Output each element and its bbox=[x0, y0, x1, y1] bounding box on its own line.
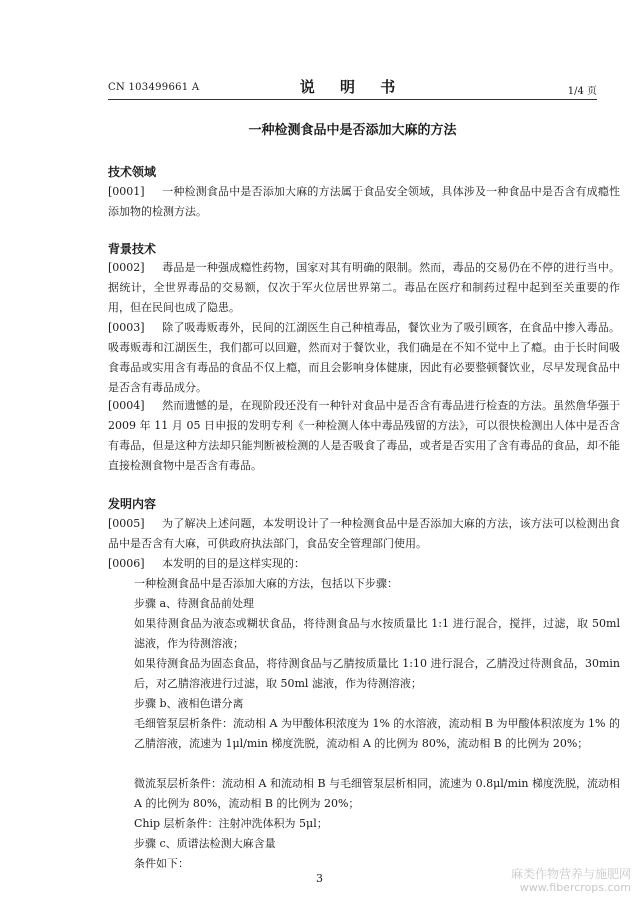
page-header bbox=[108, 76, 597, 98]
document-type: 说 明 书 bbox=[299, 78, 406, 96]
paragraph-id: [0004] bbox=[108, 399, 145, 412]
paragraph-text: 一种检测食品中是否添加大麻的方法属于食品安全领域，具体涉及一种食品中是否含有成瘾性添加物的检测方法。 bbox=[108, 185, 620, 218]
paragraph-0004 bbox=[108, 396, 620, 476]
page-number: 3 bbox=[316, 872, 323, 885]
paragraph-0006 bbox=[108, 554, 620, 574]
steps-intro: 一种检测食品中是否添加大麻的方法，包括以下步骤： bbox=[134, 577, 398, 590]
paragraph-0002 bbox=[108, 258, 620, 318]
step-c-conditions: 条件如下： bbox=[134, 857, 189, 870]
watermark-url: www.fibercrops.com bbox=[519, 881, 631, 894]
step-b-capillary-conditions: 毛细管泵层析条件：流动相 A 为甲酸体积浓度为 1% 的水溶液，流动相 B 为甲酸体积浓度为 1% 的乙腈溶液，流速为 1μl/min 梯度洗脱，流动相 A 的比例为 80%，流动相 B 的比例为 20%； bbox=[134, 717, 620, 750]
paragraph-text: 为了解决上述问题，本发明设计了一种检测食品中是否添加大麻的方法，该方法可以检测出食品中是否含有大麻，可供政府执法部门，食品安全管理部门使用。 bbox=[108, 517, 620, 550]
paragraph-0003 bbox=[108, 318, 620, 398]
paragraph-id: [0003] bbox=[108, 321, 145, 334]
step-c-heading: 步骤 c、质谱法检测大麻含量 bbox=[134, 837, 276, 850]
step-a-liquid-food: 如果待测食品为液态或糊状食品，将待测食品与水按质量比 1:1 进行混合，搅拌，过滤，取 50ml 滤液，作为待测溶液； bbox=[134, 617, 620, 650]
paragraph-id: [0005] bbox=[108, 517, 145, 530]
header-divider bbox=[108, 99, 597, 100]
paragraph-0005 bbox=[108, 514, 620, 554]
step-b-microflow-conditions: 微流泵层析条件：流动相 A 和流动相 B 与毛细管泵层析相同，流速为 0.8μl/min 梯度洗脱，流动相 A 的比例为 80%，流动相 B 的比例为 20%； bbox=[134, 777, 620, 810]
paragraph-text: 毒品是一种强成瘾性药物，国家对其有明确的限制。然而，毒品的交易仍在不停的进行当中。据统计，全世界毒品的交易额，仅次于军火位居世界第二。毒品在医疗和制药过程中起到至关重要的作用，但在民间也成了隐患。 bbox=[108, 261, 620, 314]
step-b-heading: 步骤 b、液相色谱分离 bbox=[134, 697, 244, 710]
step-a-solid-food: 如果待测食品为固态食品，将待测食品与乙腈按质量比 1:10 进行混合，乙腈没过待测食品，30min 后，对乙腈溶液进行过滤，取 50ml 滤液，作为待测溶液； bbox=[134, 657, 620, 690]
paragraph-text: 除了吸毒贩毒外，民间的江湖医生自己种植毒品，餐饮业为了吸引顾客，在食品中掺入毒品。吸毒贩毒和江湖医生，我们都可以回避，然而对于餐饮业，我们确是在不知不觉中上了瘾。由于长时间吸食毒品或实用含有毒品的食品不仅上瘾，而且会影响身体健康，因此有必要整顿餐饮业，尽早发现食品中是否含有毒品成分。 bbox=[108, 321, 620, 394]
page-info: 1/4 页 bbox=[567, 86, 597, 97]
patent-number: CN 103499661 A bbox=[108, 82, 200, 93]
paragraph-0001 bbox=[108, 182, 620, 222]
paragraph-text: 然而遗憾的是，在现阶段还没有一种针对食品中是否含有毒品进行检查的方法。虽然詹华强于 2009 年 11 月 05 日申报的发明专利《一种检测人体中毒品残留的方法》，可以很快检测出人体中是否含有毒品，但是这种方法却只能判断被检测的人是否吸食了毒品，或者是否实用了含有毒品的食品，却不能直接检测食物中是否含有毒品。 bbox=[108, 399, 620, 472]
section-heading-invention: 发明内容 bbox=[108, 497, 157, 511]
paragraph-id: [0006] bbox=[108, 557, 145, 570]
section-heading-tech-field: 技术领域 bbox=[108, 165, 157, 179]
step-b-chip-conditions: Chip 层析条件：注射冲洗体积为 5μl； bbox=[134, 817, 328, 830]
document-title: 一种检测食品中是否添加大麻的方法 bbox=[248, 123, 457, 138]
paragraph-text: 本发明的目的是这样实现的： bbox=[162, 557, 305, 570]
watermark-site-name: 麻类作物营养与施肥网 bbox=[510, 867, 631, 881]
section-heading-background: 背景技术 bbox=[108, 242, 157, 256]
watermark bbox=[511, 868, 631, 894]
paragraph-id: [0001] bbox=[108, 185, 145, 198]
step-a-heading: 步骤 a、待测食品前处理 bbox=[134, 597, 255, 610]
paragraph-id: [0002] bbox=[108, 261, 145, 274]
